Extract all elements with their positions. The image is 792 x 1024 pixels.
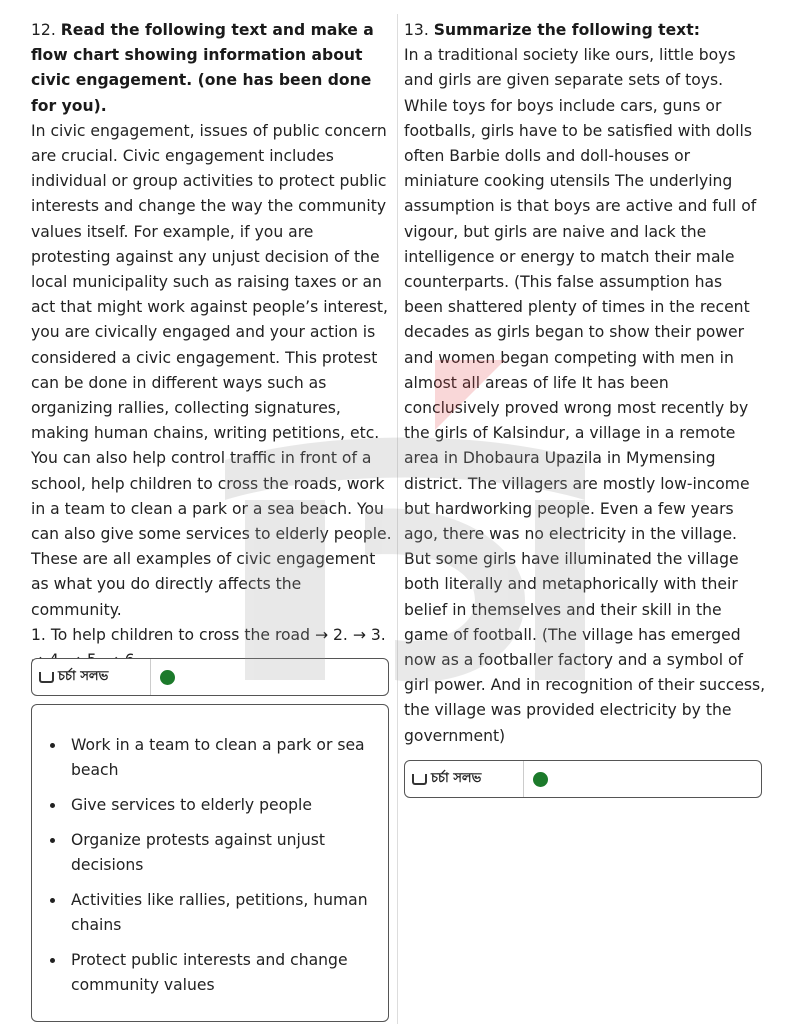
q13-heading bbox=[404, 18, 766, 43]
q12-body: In civic engagement, issues of public concern are crucial. Civic engagement includes individual or group activities to protect public interests and change the way the community values itself. For example, if you are protesting against any unjust decision of the local municipality such as raising taxes or an act that might work against people’s interest, you are civically engaged and your action is considered a civic engagement. This protest can be done in different ways such as organizing rallies, collecting signatures, making human chains, writing petitions, etc. You can also help control traffic in front of a school, help children to cross the roads, work in a team to clean a park or a sea beach. You can also give some services to elderly people. These are all examples of civic engagement as what you do directly affects the community. bbox=[31, 121, 392, 619]
q12-solution-bar[interactable] bbox=[31, 658, 389, 696]
q13-number: 13. bbox=[404, 21, 429, 39]
solution-label-text: চর্চা সলভ bbox=[58, 668, 109, 684]
q12-number: 12. bbox=[31, 21, 56, 39]
q13-heading-text: Summarize the following text: bbox=[433, 21, 700, 39]
q12-answer-box bbox=[31, 704, 389, 1022]
book-icon bbox=[411, 773, 425, 785]
q13-body: In a traditional society like ours, little boys and girls are given separate sets of toys. While toys for boys include cars, guns or footballs, girls have to be satisfied with dolls often Barbie dolls and doll-houses or miniature cooking utensils The underlying assumption is that boys are active and full of vigour, but girls are naive and lack the intelligence or energy to match their male counterparts. (This false assumption has been shattered plenty of times in the recent decades as girls began to show their power and women began competing with men in almost all areas of life It has been conclusively proved wrong most recently by the girls of Kalsindur, a village in a remote area in Dhobaura Upazila in Mymensing district. The villagers are mostly low-income but hardworking people. Even a few years ago, there was no electricity in the village. But some girls have illuminated the village both literally and metaphorically with their belief in themselves and their skill in the game of football. (The village has emerged now as a footballer factory and a symbol of girl power. And in recognition of their success, the village was provided electricity by the government) bbox=[404, 46, 766, 745]
q12-heading bbox=[31, 18, 393, 119]
q12-heading-text: Read the following text and make a flow chart showing information about civic engagement. (one has been done for you). bbox=[31, 21, 374, 115]
list-item: Work in a team to clean a park or sea beach bbox=[46, 733, 376, 783]
list-item: Protect public interests and change community values bbox=[46, 948, 376, 998]
q13-solution-bar[interactable] bbox=[404, 760, 762, 798]
solution-label bbox=[411, 761, 524, 797]
column-divider bbox=[397, 14, 398, 1024]
book-icon bbox=[38, 671, 52, 683]
question-13 bbox=[404, 18, 766, 749]
list-item: Activities like rallies, petitions, human chains bbox=[46, 888, 376, 938]
solution-label-text: চর্চা সলভ bbox=[431, 770, 482, 786]
list-item: Organize protests against unjust decisions bbox=[46, 828, 376, 878]
green-dot-icon bbox=[533, 772, 548, 787]
solution-label bbox=[38, 659, 151, 695]
green-dot-icon bbox=[160, 670, 175, 685]
list-item: Give services to elderly people bbox=[46, 793, 376, 818]
q12-flow: 1. To help children to cross the road → 2. → 3. bbox=[31, 625, 386, 644]
question-12 bbox=[31, 18, 393, 673]
answer-list bbox=[46, 733, 376, 1008]
